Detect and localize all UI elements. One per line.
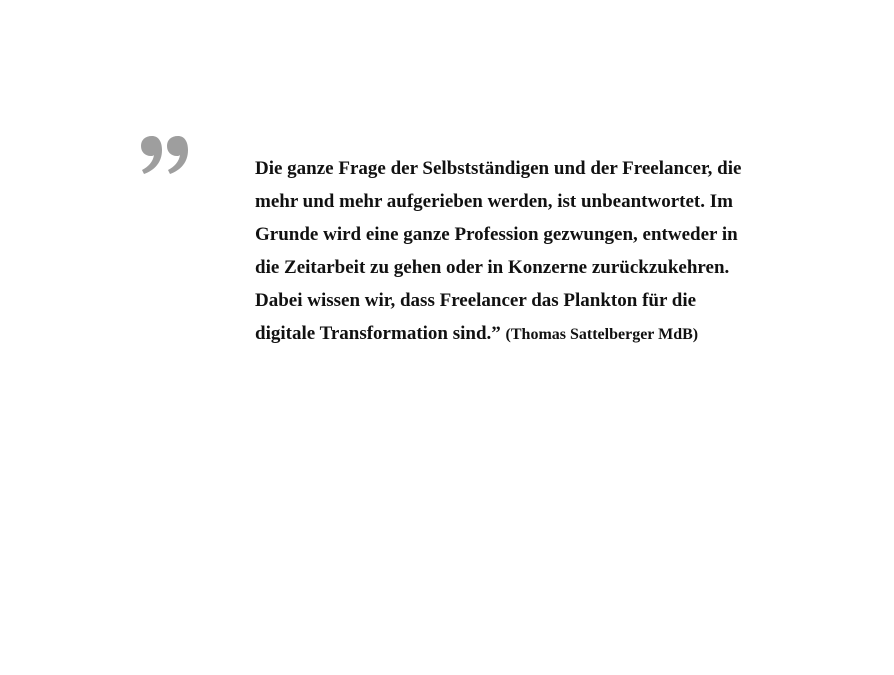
quote-author: (Thomas Sattelberger MdB): [505, 326, 699, 343]
quote-text: [255, 152, 775, 351]
quote-line: die Zeitarbeit zu gehen oder in Konzerne zurückzukehren.: [255, 257, 730, 278]
quote-line: Die ganze Frage der Selbstständigen und der Freelancer, die: [255, 158, 742, 179]
closing-quote-icon: [140, 120, 190, 180]
quote-line: mehr und mehr aufgerieben werden, ist unbeantwortet. Im: [255, 191, 733, 212]
quote-line: Grunde wird eine ganze Profession gezwungen, entweder in: [255, 224, 738, 245]
quote-line: digitale Transformation sind.”: [255, 323, 501, 344]
quote-line: Dabei wissen wir, dass Freelancer das Plankton für die: [255, 290, 697, 311]
